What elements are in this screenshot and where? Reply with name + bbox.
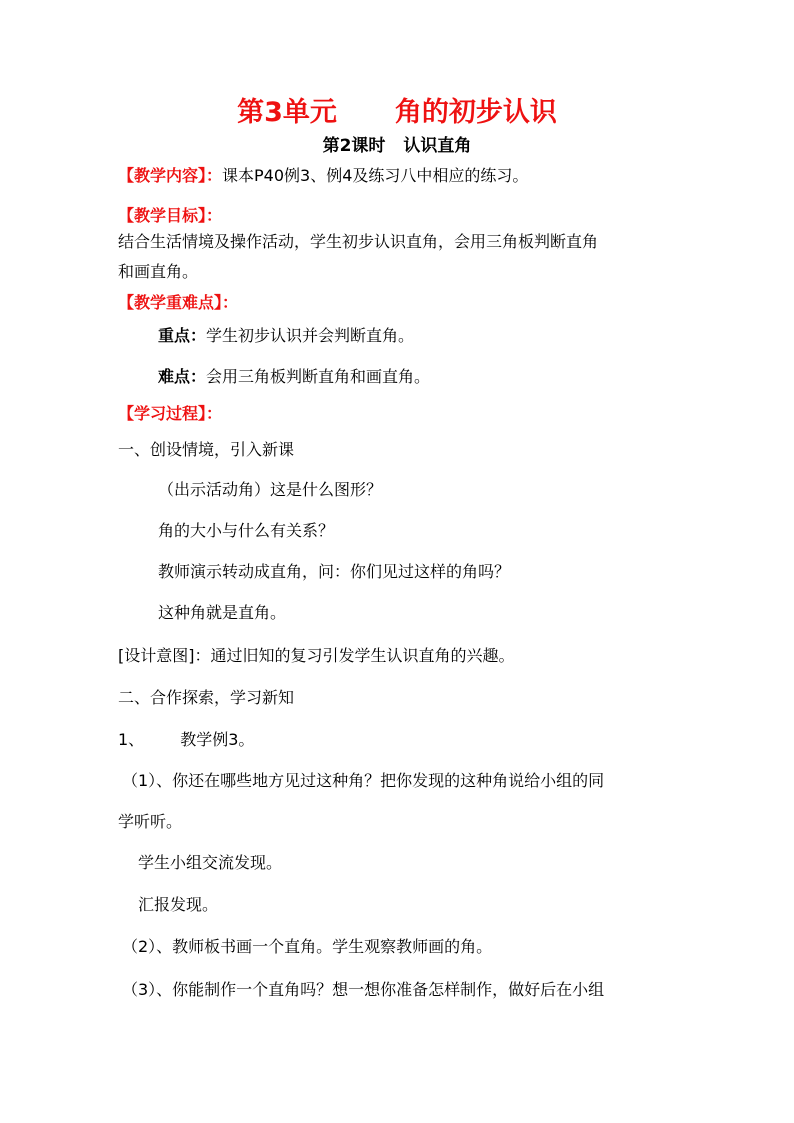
step3-line: （3）、你能制作一个直角吗？想一想你准备怎样制作，做好后在小组 — [122, 980, 605, 999]
content-line — [118, 166, 528, 186]
key-point-text: 学生初步认识并会判断直角。 — [206, 326, 415, 345]
lesson-name: 认识直角 — [403, 136, 472, 156]
step1-b: 汇报发现。 — [138, 895, 219, 914]
key-point-line — [158, 326, 414, 346]
goal-heading: 【教学目标】： — [118, 206, 223, 225]
item1-line — [118, 730, 254, 750]
item1-number: 1、 — [118, 730, 145, 749]
step1-line-1: （1）、你还在哪些地方见过这种角？把你发现的这种角说给小组的同 — [122, 771, 605, 790]
part1-line-2: 角的大小与什么有关系？ — [158, 521, 335, 540]
part2-heading: 二、合作探索，学习新知 — [118, 688, 295, 707]
part1-heading: 一、创设情境，引入新课 — [118, 440, 295, 459]
lesson-number: 第2课时 — [322, 136, 386, 156]
content-heading: 【教学内容】： — [118, 166, 223, 185]
part1-line-1: （出示活动角）这是什么图形？ — [158, 480, 383, 499]
unit-number: 第3单元 — [237, 97, 337, 128]
difficult-point-line — [158, 367, 430, 387]
document-title — [0, 90, 794, 129]
step1-line-2: 学听听。 — [118, 812, 183, 831]
key-heading: 【教学重难点】： — [118, 293, 239, 312]
goal-line-1: 结合生活情境及操作活动，学生初步认识直角，会用三角板判断直角 — [118, 232, 599, 251]
step1-a: 学生小组交流发现。 — [138, 853, 283, 872]
key-point-label: 重点： — [158, 326, 207, 345]
content-text: 课本P40例3、例4及练习八中相应的练习。 — [222, 166, 529, 185]
item1-text: 教学例3。 — [180, 730, 255, 749]
unit-topic: 角的初步认识 — [394, 97, 557, 128]
goal-line-2: 和画直角。 — [118, 262, 199, 281]
difficult-point-text: 会用三角板判断直角和画直角。 — [206, 367, 431, 386]
process-heading: 【学习过程】： — [118, 404, 223, 423]
step2-line: （2）、教师板书画一个直角。学生观察教师画的角。 — [122, 937, 493, 956]
difficult-point-label: 难点： — [158, 367, 207, 386]
lesson-subtitle — [0, 131, 794, 156]
part1-line-4: 这种角就是直角。 — [158, 603, 287, 622]
part1-line-3: 教师演示转动成直角，问：你们见过这样的角吗？ — [158, 562, 511, 581]
design-intent: [设计意图]：通过旧知的复习引发学生认识直角的兴趣。 — [118, 646, 515, 665]
